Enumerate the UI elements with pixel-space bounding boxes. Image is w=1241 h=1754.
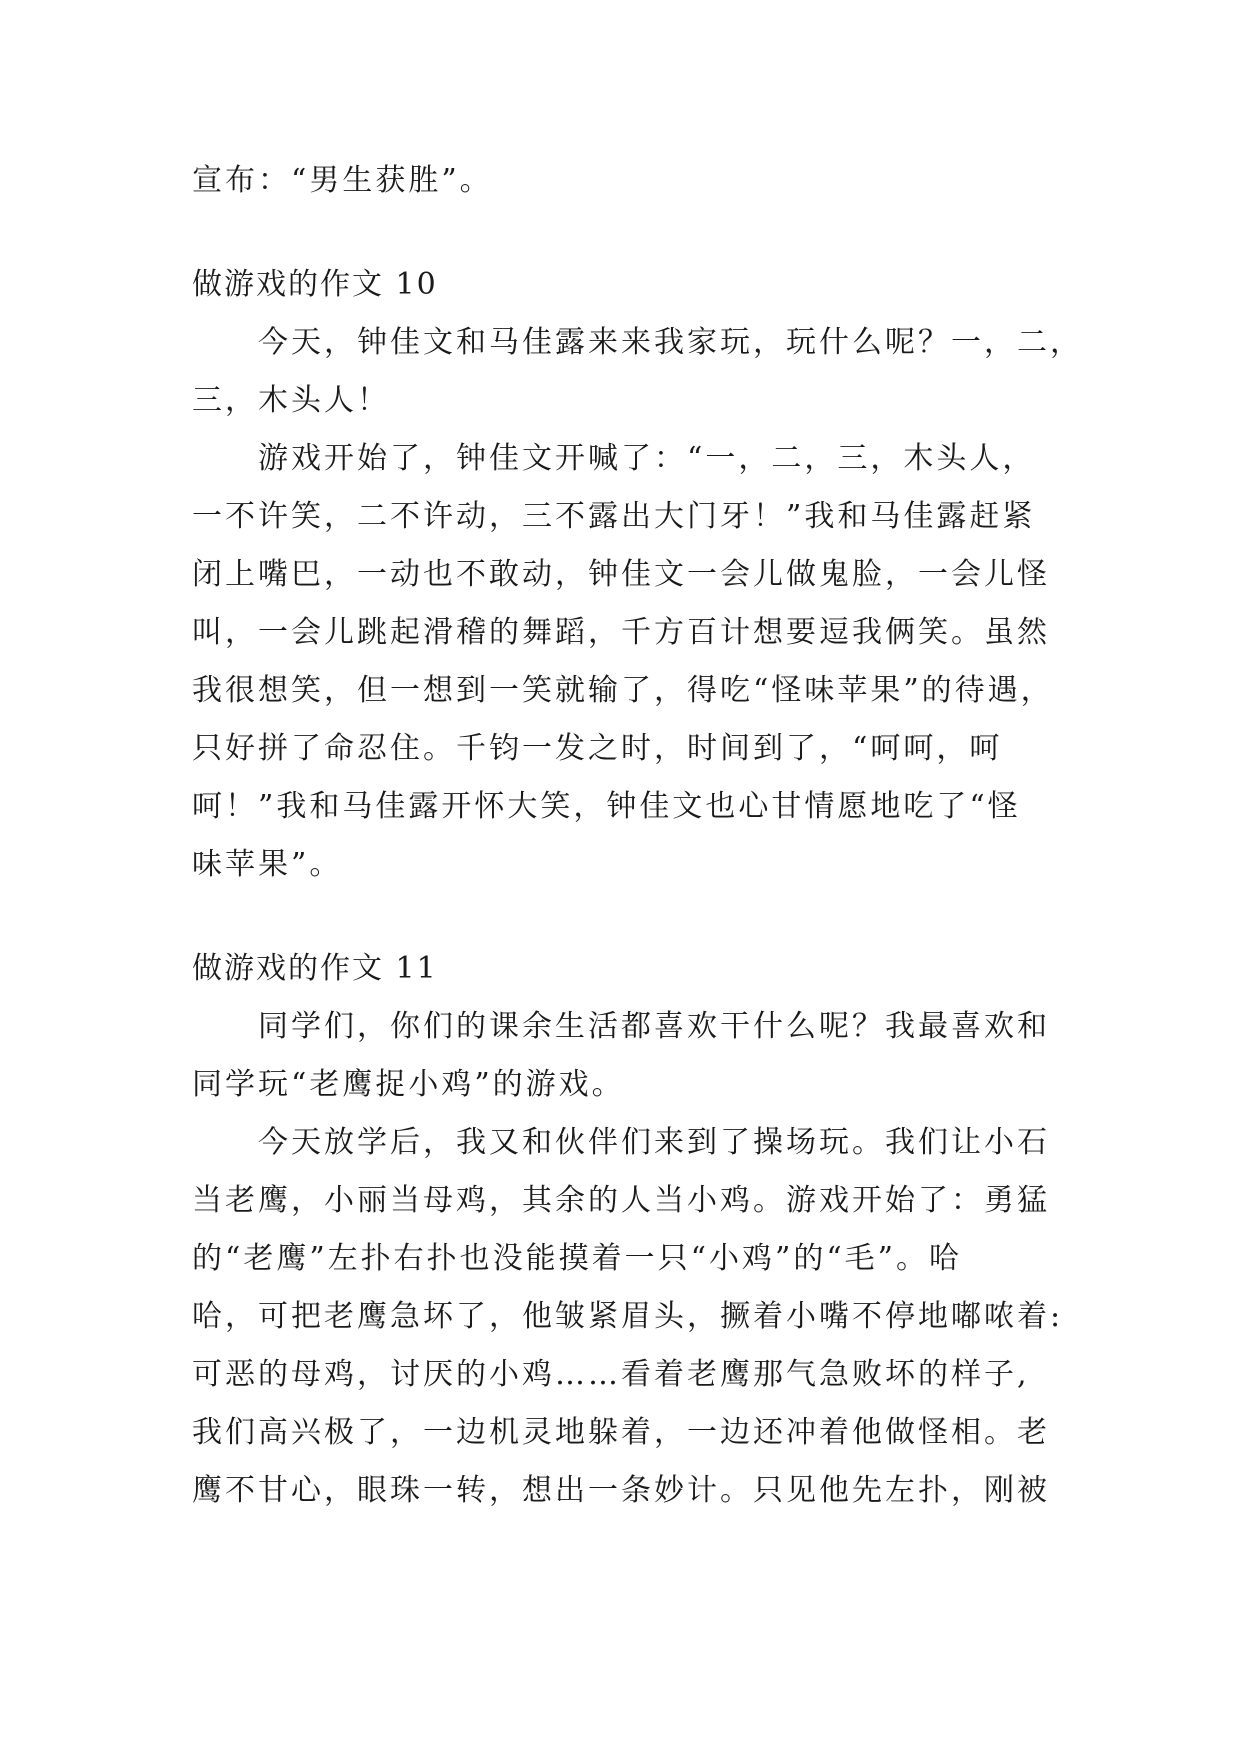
text-line: 当老鹰，小丽当母鸡，其余的人当小鸡。游戏开始了：勇猛 (192, 1183, 1050, 1218)
text-line: 同学玩“老鹰捉小鸡”的游戏。 (192, 1067, 625, 1102)
text-line: 叫，一会儿跳起滑稽的舞蹈，千方百计想要逗我俩笑。虽然 (192, 615, 1050, 650)
text-line: 三，木头人！ (192, 383, 390, 418)
section-gap (192, 894, 1054, 940)
paragraph-1 (192, 314, 1083, 430)
text-line: 的“老鹰”左扑右扑也没能摸着一只“小鸡”的“毛”。哈 (192, 1241, 963, 1276)
essay-title: 做游戏的作文 11 (192, 951, 438, 986)
document-page (192, 152, 1083, 1520)
essay-title: 做游戏的作文 10 (192, 267, 438, 302)
text-line: 宣布：“男生获胜”。 (192, 163, 493, 198)
text-line: 可恶的母鸡，讨厌的小鸡……看着老鹰那气急败坏的样子, (192, 1357, 1030, 1392)
text-line: 今天放学后，我又和伙伴们来到了操场玩。我们让小石 (258, 1125, 1050, 1160)
text-line: 哈，可把老鹰急坏了，他皱紧眉头，撅着小嘴不停地嘟哝着: (192, 1299, 1064, 1334)
paragraph-2 (192, 430, 1054, 894)
intro-paragraph (192, 152, 1054, 210)
essay-10 (192, 256, 1083, 894)
text-line: 味苹果”。 (192, 847, 343, 882)
essay-11 (192, 940, 1064, 1520)
text-line: 一不许笑，二不许动，三不露出大门牙！”我和马佳露赶紧 (192, 499, 1036, 534)
text-line: 今天，钟佳文和马佳露来来我家玩，玩什么呢？一，二， (258, 325, 1083, 360)
paragraph-1 (192, 998, 1054, 1114)
section-gap (192, 210, 1054, 256)
paragraph-2 (192, 1114, 1064, 1520)
text-line: 我很想笑，但一想到一笑就输了，得吃“怪味苹果”的待遇， (192, 673, 1054, 708)
text-line: 呵！”我和马佳露开怀大笑，钟佳文也心甘情愿地吃了“怪 (192, 789, 1021, 824)
text-line: 我们高兴极了，一边机灵地躲着，一边还冲着他做怪相。老 (192, 1415, 1050, 1450)
text-line: 鹰不甘心，眼珠一转，想出一条妙计。只见他先左扑，刚被 (192, 1473, 1050, 1508)
text-line: 同学们，你们的课余生活都喜欢干什么呢？我最喜欢和 (258, 1009, 1050, 1044)
text-line: 闭上嘴巴，一动也不敢动，钟佳文一会儿做鬼脸，一会儿怪 (192, 557, 1050, 592)
text-line: 只好拼了命忍住。千钧一发之时，时间到了，“呵呵，呵 (192, 731, 1003, 766)
text-line: 游戏开始了，钟佳文开喊了：“一，二，三，木头人， (258, 441, 1036, 476)
